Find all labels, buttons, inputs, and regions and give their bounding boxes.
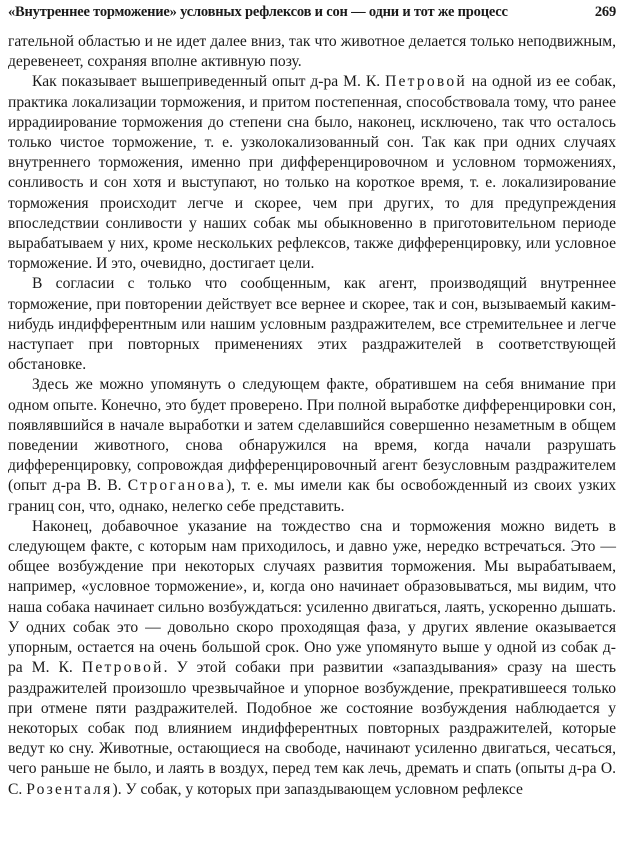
page-header: [8, 4, 616, 26]
paragraph-4-text-b: ), т. е. мы имели как бы освобожденный из своих узких границ сон, что, однако, нелегко себе представить.: [8, 477, 617, 515]
author-name-stroganov: Строганова: [127, 477, 227, 495]
paragraph-3: [8, 274, 616, 375]
paragraph-3-text: В согласии с только что сообщенным, как агент, производящий внутреннее торможение, при повторении действует все вернее и скорее, так и сон, вызываемый каким-нибудь индифферентным или нашим условным раздражителем, все стремительнее и легче наступает при повторных применениях этих раздражителей в соответствующей обстановке.: [8, 275, 616, 374]
author-name-rosenthal: Розенталя: [26, 780, 113, 798]
paragraph-2: [8, 72, 616, 274]
paragraph-5-text-c: ). У собак, у которых при запаздывающем условном рефлексе: [112, 780, 523, 798]
page-number: 269: [594, 4, 616, 20]
paragraph-4-text-a: Здесь же можно упомянуть о следующем факте, обратившем на себя внимание при одном опыте. Конечно, это будет проверено. При полной выработке дифференцировки сон, появлявшийся в начале выработки и затем сделавшийся совершенно незаметным в общем поведении животного, снова обнаружился на время, когда начали разрушать дифференцировку, сопровождая дифференцировочный агент безусловным раздражителем (опыт д-ра В. В.: [8, 376, 616, 495]
paragraph-2-text-a: Как показывает вышеприведенный опыт д-ра М. К.: [32, 73, 386, 91]
paragraph-1: [8, 32, 616, 72]
paragraph-1-text: гательной областью и не идет далее вниз, так что животное делается только неподвижным, деревенеет, сохраняя вполне активную позу.: [8, 33, 616, 71]
paragraph-5-text-a: Наконец, добавочное указание на тождество сна и торможения можно видеть в следующем факте, с которым нам приходилось, и давно уже, нередко встречаться. Это — общее возбуждение при некоторых случаях развития торможения. Мы вырабатываем, например, «условное торможение», и, когда оно начинает образовываться, мы видим, что наша собака начинает сильно возбуждаться: усиленно двигаться, лаять, ускоренно дышать. У одних собак это — довольно скоро проходящая фаза, у других явление оказывается упорным, остается на очень большой срок. Оно уже упомянуто выше у одной из собак д-ра М. К.: [8, 517, 616, 677]
body-text: [8, 32, 616, 800]
paragraph-5: [8, 517, 616, 800]
paragraph-4: [8, 375, 616, 516]
author-name-petrova: Петровой: [385, 73, 467, 91]
paragraph-5-text-b: . У этой собаки при развитии «запаздывания» сразу на шесть раздражителей произошло чрезвычайное и упорное возбуждение, прекратившееся только при отмене пяти раздражителей. Подобное же состояние возбуждения наблюдается у некоторых собак под влиянием индифферентных повторных раздражителей, которые ведут ко сну. Животные, остающиеся на свободе, начинают усиленно двигаться, чесаться, чего раньше не было, и лаять в воздух, перед тем как лечь, дремать и спать (опыты д-ра О. С.: [8, 659, 616, 798]
author-name-petrova-2: Петровой: [81, 659, 164, 677]
paragraph-2-text-b: на одной из ее собак, практика локализации торможения, и притом постепенная, способствовала тому, что ранее иррадиирование торможения до степени сна было, наконец, исключено, так что осталось только чистое торможение, т. е. узколокализованный сон. Так как при одних случаях внутреннего торможения, именно при дифференцировочном и условном торможениях, сонливость и сон хотя и выступают, но только на короткое время, т. е. локализирование торможения происходит легче и скорее, чем при других, то для предупреждения впоследствии сонливости у наших собак мы обыкновенно в приготовительном периоде вырабатываем у них, кроме нескольких рефлексов, также дифференцировку, или условное торможение. И это, очевидно, достигает цели.: [8, 73, 616, 273]
running-title: «Внутреннее торможение» условных рефлексов и сон — одни и тот же процесс: [8, 4, 508, 20]
